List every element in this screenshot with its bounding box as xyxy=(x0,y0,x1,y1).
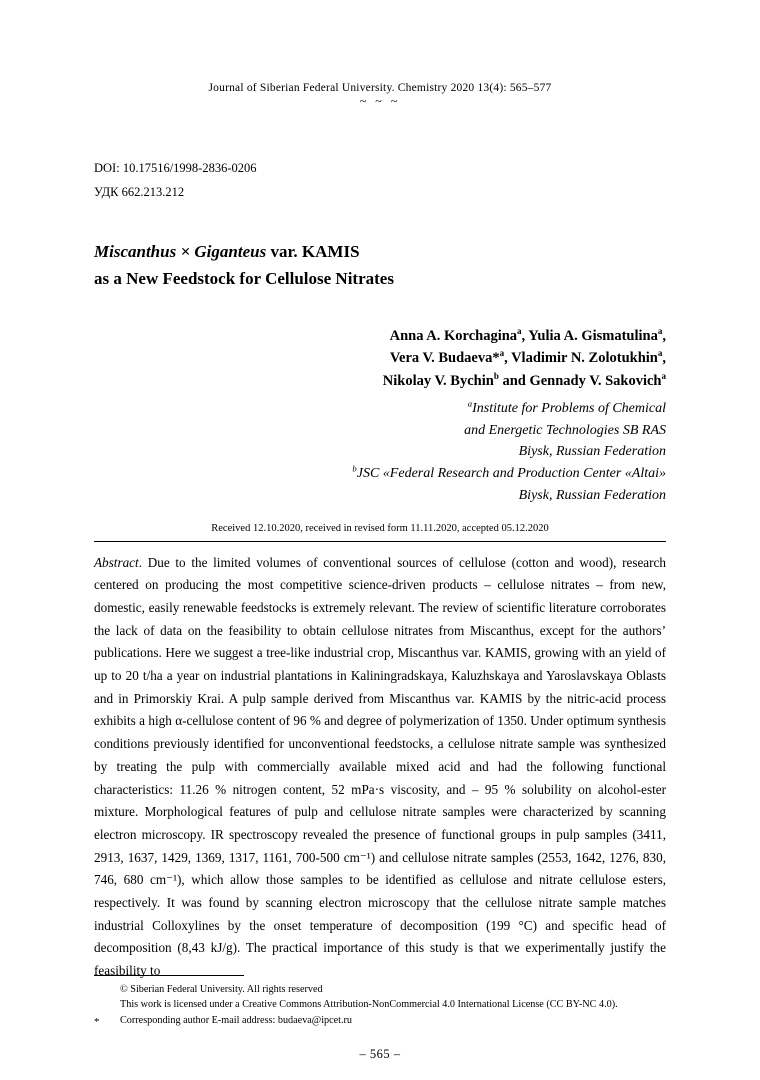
author-affil-mark: a xyxy=(657,325,663,336)
title-line-2: as a New Feedstock for Cellulose Nitrates xyxy=(94,269,394,289)
affiliation-a-line-2: and Energetic Technologies SB RAS xyxy=(464,422,666,438)
author-affil-mark: a xyxy=(499,348,505,359)
affiliation-mark-a: a xyxy=(467,398,473,409)
received-dates: Received 12.10.2020, received in revised form 11.11.2020, accepted 05.12.2020 xyxy=(94,523,666,542)
author-zolotukhin: , Vladimir N. Zolotukhin xyxy=(504,350,658,367)
footer-divider xyxy=(94,975,244,976)
authors-block xyxy=(94,325,666,392)
author-separator: , xyxy=(662,327,666,344)
license-line: This work is licensed under a Creative Commons Attribution-NonCommercial 4.0 International License (CC BY-NC 4.0). xyxy=(120,999,618,1011)
doi-line: DOI: 10.17516/1998-2836-0206 xyxy=(94,160,257,175)
title-species-name: Miscanthus × Giganteus xyxy=(94,242,267,262)
author-bychin: Nikolay V. Bychin xyxy=(382,372,494,389)
identifiers-block xyxy=(94,157,666,205)
page-title xyxy=(94,238,666,292)
ornament-tildes: ~ ~ ~ xyxy=(359,93,401,108)
affiliations-block xyxy=(94,398,666,506)
affiliation-mark-b: b xyxy=(352,463,357,474)
affiliation-a-text-1: Institute for Problems of Chemical xyxy=(472,401,666,417)
abstract-label: Abstract xyxy=(94,554,139,570)
page-footer xyxy=(94,975,666,1028)
authors-line-2 xyxy=(94,347,666,369)
corresponding-author-text: Corresponding author E-mail address: budaeva@ipcet.ru xyxy=(120,1014,353,1026)
affiliation-a-line-3: Biysk, Russian Federation xyxy=(518,444,666,460)
affiliation-b-line-1 xyxy=(94,463,666,485)
affiliation-a-line-1 xyxy=(94,398,666,420)
author-affil-mark: a xyxy=(517,325,522,336)
author-separator: , xyxy=(662,350,666,367)
authors-line-3 xyxy=(94,370,666,392)
affiliation-b-text-1: JSC «Federal Research and Production Center «Altai» xyxy=(356,466,666,482)
abstract-text: . Due to the limited volumes of conventional sources of cellulose (cotton and wood), research centered on producing the most competitive science-driven products – cellulose nitrates – from new, domestic, easily renewable feedstocks is extremely relevant. The review of scientific literature corroborates the lack of data on the feasibility to obtain cellulose nitrates from Miscanthus, except for the authors’ publications. Here we suggest a tree-like industrial crop, Miscanthus var. KAMIS, growing with an yield of up to 20 t/ha a year on industrial plantations in Kaliningradskaya, Kaluzhskaya and Yaroslavskaya Oblasts and in Primorskiy Krai. A pulp sample derived from Miscanthus var. KAMIS by the nitric-acid process exhibits a high α-cellulose content of 96 % and degree of polymerization of 1350. Under optimum synthesis conditions previously identified for unconventional feedstocks, a cellulose nitrate sample was synthesized by treating the pulp with commercially available mixed acid and had the following functional characteristics: 11.26 % nitrogen content, 52 mPa·s viscosity, and – 95 % solubility on alcohol-ester mixture. Morphological features of pulp and cellulose nitrate samples were characterized by scanning electron microscopy. IR spectroscopy revealed the presence of functional groups in pulp samples (3411, 2913, 1637, 1429, 1369, 1317, 1161, 700-500 cm⁻¹) and cellulose nitrate samples (2553, 1642, 1276, 830, 746, 680 cm⁻¹), which allow those samples to be identified as cellulose and nitrate cellulose esters, respectively. It was found by scanning electron microscopy that the cellulose nitrate sample matches industrial Colloxylines by the onset temperature of decomposition (199 °C) and specific head of decomposition (8,43 kJ/g). The practical importance of this study is that we experimentally justify the feasibility to xyxy=(94,554,666,979)
journal-header: Journal of Siberian Federal University. Chemistry 2020 13(4): 565–577 xyxy=(208,82,552,94)
author-sakovich: and Gennady V. Sakovich xyxy=(498,372,662,389)
affiliation-b-line-2: Biysk, Russian Federation xyxy=(518,487,666,503)
author-gismatulina: , Yulia A. Gismatulina xyxy=(521,327,658,344)
asterisk-mark: * xyxy=(94,1015,100,1028)
author-affil-mark: b xyxy=(493,370,499,381)
udc-line: УДК 662.213.212 xyxy=(94,184,185,199)
abstract-paragraph xyxy=(94,552,666,983)
corresponding-author-line xyxy=(94,1013,666,1028)
author-budaeva: Vera V. Budaeva* xyxy=(389,350,500,367)
title-line-1 xyxy=(94,238,666,265)
title-variety: var. KAMIS xyxy=(266,242,360,262)
author-affil-mark: a xyxy=(661,370,666,381)
author-affil-mark: a xyxy=(657,348,663,359)
author-korchagina: Anna A. Korchagina xyxy=(389,327,518,344)
copyright-line: © Siberian Federal University. All rights reserved xyxy=(120,984,323,996)
authors-line-1 xyxy=(94,325,666,347)
page-number: – 565 – xyxy=(359,1047,401,1061)
